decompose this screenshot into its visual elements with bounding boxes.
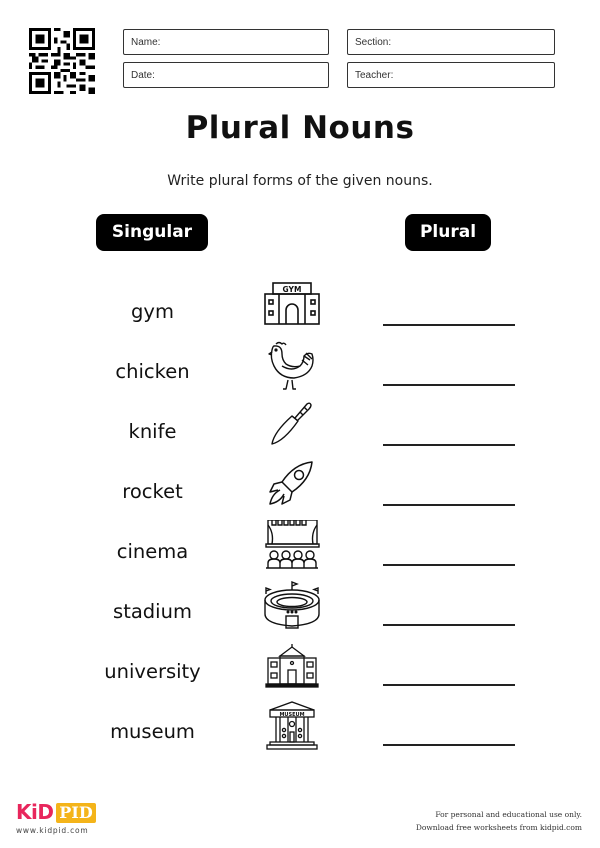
date-field[interactable] (123, 62, 329, 88)
section-label: Section: (355, 37, 392, 48)
list-item (0, 280, 600, 340)
answer-line[interactable] (383, 564, 515, 566)
footer-note-line2: Download free worksheets from kidpid.com (415, 823, 582, 832)
singular-word: rocket (122, 480, 183, 503)
answer-line[interactable] (383, 684, 515, 686)
name-label: Name: (131, 37, 161, 48)
cinema-icon (262, 520, 322, 572)
singular-word: knife (128, 420, 177, 443)
logo-kid-text: KiD (16, 800, 54, 824)
name-field[interactable] (123, 29, 329, 55)
singular-word: chicken (115, 360, 190, 383)
footer-note (416, 808, 582, 834)
logo-url: www.kidpid.com (16, 826, 89, 835)
gym-building-icon (262, 280, 322, 332)
rocket-icon (262, 460, 322, 512)
singular-word: university (104, 660, 201, 683)
teacher-field[interactable] (347, 62, 555, 88)
chicken-icon (262, 340, 322, 392)
singular-word: stadium (113, 600, 192, 623)
qr-code-icon (29, 28, 95, 94)
list-item (0, 700, 600, 760)
knife-icon (262, 400, 322, 452)
answer-line[interactable] (383, 504, 515, 506)
stadium-icon (262, 580, 322, 632)
singular-word: museum (110, 720, 195, 743)
logo-pid-text: PID (56, 803, 96, 823)
instructions: Write plural forms of the given nouns. (167, 173, 433, 189)
answer-line[interactable] (383, 324, 515, 326)
footer-note-line1: For personal and educational use only. (435, 810, 582, 819)
list-item (0, 640, 600, 700)
museum-icon (262, 700, 322, 752)
answer-line[interactable] (383, 444, 515, 446)
singular-word: cinema (116, 540, 189, 563)
singular-column-header: Singular (96, 214, 208, 251)
section-field[interactable] (347, 29, 555, 55)
answer-line[interactable] (383, 384, 515, 386)
svg-text:GYM: GYM (282, 285, 302, 294)
list-item (0, 520, 600, 580)
list-item (0, 460, 600, 520)
answer-line[interactable] (383, 624, 515, 626)
list-item (0, 340, 600, 400)
university-icon (262, 640, 322, 692)
kidpid-logo[interactable] (16, 800, 100, 840)
page-title: Plural Nouns (185, 110, 415, 146)
svg-text:MUSEUM: MUSEUM (279, 712, 305, 718)
date-label: Date: (131, 70, 155, 81)
list-item (0, 400, 600, 460)
answer-line[interactable] (383, 744, 515, 746)
singular-word: gym (131, 300, 174, 323)
teacher-label: Teacher: (355, 70, 394, 81)
list-item (0, 580, 600, 640)
plural-column-header: Plural (405, 214, 491, 251)
